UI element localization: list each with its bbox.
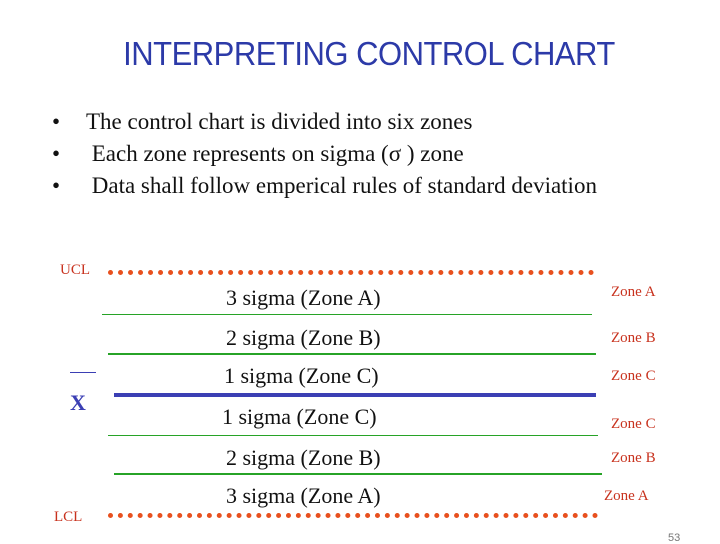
- lcl-label: LCL: [54, 509, 83, 525]
- zone-tag-b-lower: Zone B: [611, 450, 656, 466]
- xbar-overline: [70, 372, 96, 373]
- list-item: [52, 138, 597, 170]
- ucl-label: UCL: [60, 262, 90, 278]
- bullet-text: Each zone represents on sigma (σ ) zone: [86, 141, 464, 166]
- bullet-text: Data shall follow emperical rules of standard deviation: [86, 173, 597, 198]
- bullet-text: The control chart is divided into six zones: [86, 109, 473, 134]
- zone-text-a-upper: 3 sigma (Zone A): [226, 285, 381, 310]
- list-item: [52, 170, 597, 202]
- bullet-list: [52, 106, 597, 202]
- zone-boundary-line: [108, 353, 596, 355]
- zone-tag-a-upper: Zone A: [611, 284, 656, 300]
- zone-boundary-line: [108, 435, 598, 436]
- bullet-icon: •: [52, 109, 61, 134]
- zone-boundary-line: [102, 314, 592, 315]
- zone-text-b-lower: 2 sigma (Zone B): [226, 445, 381, 470]
- zone-tag-c-upper: Zone C: [611, 368, 656, 384]
- zone-text-b-upper: 2 sigma (Zone B): [226, 325, 381, 350]
- zone-text-a-lower: 3 sigma (Zone A): [226, 483, 381, 508]
- center-label: X: [70, 390, 86, 415]
- bullet-icon: •: [52, 141, 61, 166]
- page-title: INTERPRETING CONTROL CHART: [123, 34, 615, 73]
- page-number: 53: [668, 532, 681, 544]
- zone-tag-c-lower: Zone C: [611, 416, 656, 432]
- zone-tag-b-upper: Zone B: [611, 330, 656, 346]
- zone-text-c-lower: 1 sigma (Zone C): [222, 404, 377, 429]
- list-item: [52, 106, 597, 138]
- bullet-icon: •: [52, 173, 61, 198]
- zone-boundary-line: [114, 473, 602, 475]
- ucl-line: [108, 270, 594, 275]
- zone-text-c-upper: 1 sigma (Zone C): [224, 363, 379, 388]
- center-line: [114, 393, 596, 397]
- zone-tag-a-lower: Zone A: [604, 488, 649, 504]
- lcl-line: [108, 513, 598, 518]
